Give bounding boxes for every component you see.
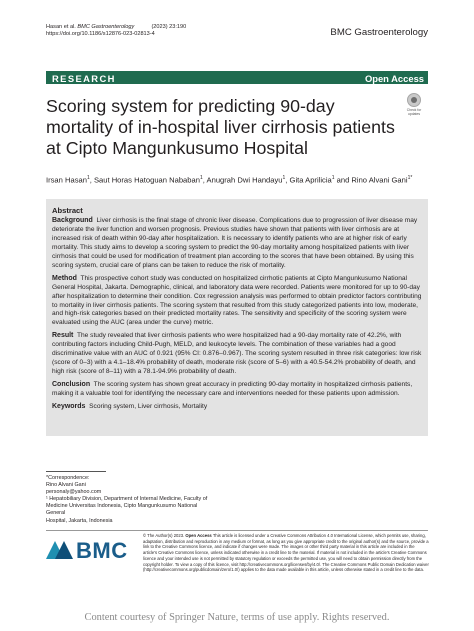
- author-list: Irsan Hasan$^1$, Saut Horas Hatoguan Nababan$^1$, Anugrah Dwi Handayu$^1$, Gita Aprilicia$^1$ and Rino Alvani Gani$^{1*}$: [46, 175, 413, 185]
- author-affiliation-mark: 1: [199, 175, 203, 181]
- author-affiliation-mark: 1: [331, 175, 335, 181]
- citation-block: [46, 24, 186, 39]
- running-journal: BMC Gastroenterology: [77, 24, 135, 30]
- author-name[interactable]: Anugrah Dwi Handayu: [206, 175, 283, 185]
- abstract-box: [46, 199, 428, 436]
- author-name[interactable]: Gita Aprilicia: [289, 175, 332, 185]
- copyright-lead: © The Author(s) 2023.: [143, 533, 185, 538]
- background-text: Liver cirrhosis is the final stage of chronic liver disease. Complications due to progression of liver disease may deteriorate the liver function and worsen prognosis. Previous studies have shown that patients with liver cirrhosis are at increased risk of death within 90-day after hospitalization. It is necessary to identify patients who are at higher risk of early mortality. This study aims to develop a scoring system to predict the 90-day mortality among hospitalized patients with liver cirrhosis that could be used for modification of treatment plan according to the scores that have been obtained. By using this scoring system, crucial care of plans can be taken to reduce the risk of mortality.: [52, 216, 418, 269]
- author-name[interactable]: Saut Horas Hatoguan Nababan: [93, 175, 200, 185]
- correspondence-label: *Correspondence:: [46, 475, 90, 481]
- method-text: This prospective cohort study was conducted on hospitalized cirrhotic patients at Cipto Mangunkusumo National General Hospital, Jakarta. Demographic, clinical, and laboratory data were recorded. Patients were monitored for up to 90-day after hospitalization to determine their condition. Cox regression analysis was performed to obtain predictor factors contributing to mortality in liver cirrhosis patients. The scoring system that resulted from this study categorized patients into low, moderate, and high-risk categories based on their predicted mortality rates. The sensitivity and specificity of the scoring system were evaluated using the AUC (area under the curve) metric.: [52, 274, 422, 327]
- footnote-divider: [46, 471, 106, 472]
- abstract-keywords: [52, 403, 423, 412]
- check-updates-label: Check for updates: [406, 108, 422, 116]
- journal-name: BMC Gastroenterology: [330, 27, 428, 38]
- conclusion-label: Conclusion: [52, 381, 91, 389]
- check-for-updates-badge[interactable]: [401, 92, 427, 118]
- running-header: [46, 24, 428, 44]
- author-affiliation-mark: 1: [86, 175, 90, 181]
- author-name[interactable]: Rino Alvani Gani: [351, 175, 408, 185]
- bmc-logo-mark-icon-2: [55, 541, 73, 559]
- running-authors: Hasan et al.: [46, 24, 76, 30]
- correspondence-name: Rino Alvani Gani: [46, 482, 86, 489]
- author-affiliation-mark: 1*: [407, 175, 413, 181]
- abstract-heading: Abstract: [52, 206, 83, 215]
- license-text: [143, 533, 429, 573]
- affiliation-line: ¹ Hepatobiliary Division, Department of Internal Medicine, Faculty of: [46, 496, 208, 503]
- license-body: This article is licensed under a Creative Commons Attribution 4.0 International License, which permits use, sharing, adaptation, distribution and reproduction in any medium or format, as long as you give appropriate credit to the original author(s) and the source, provide a link to the Creative Commons licence, and indicate if changes were made. The images or other third party material in this article are included in the article's Creative Commons licence, unless indicated otherwise in a credit line to the material. If material is not included in the article's Creative Commons licence and your intended use is not permitted by statutory regulation or exceeds the permitted use, you will need to obtain permission directly from the copyright holder. To view a copy of this licence, visit http://creativecommons.org/licenses/by/4.0/. The Creative Commons Public Domain Dedication waiver (http://creativecommons.org/publicdomain/zero/1.0/) applies to the data made available in this article, unless otherwise stated in a credit line to the data.: [143, 533, 429, 573]
- bmc-logo-text: BMC: [76, 538, 128, 563]
- correspondence-block: [46, 475, 216, 525]
- article-title: Scoring system for predicting 90-day mortality of in-hospital liver cirrhosis patients at Cipto Mangunkusumo Hospital: [46, 96, 395, 158]
- bmc-logo: [46, 537, 136, 563]
- affiliation-line: Medicine Universitas Indonesia, Cipto Mangunkusumo National General: [46, 503, 198, 517]
- conclusion-text: The scoring system has shown great accuracy in predicting 90-day mortality in hospitalized cirrhosis patients, making it a valuable tool for identifying the necessary care and interventions needed for these patients upon admission.: [52, 381, 413, 398]
- abstract-result: [52, 332, 423, 377]
- license-divider: [46, 530, 428, 531]
- abstract-background: [52, 217, 423, 271]
- author-name[interactable]: Irsan Hasan: [46, 175, 87, 185]
- page-footer: Content courtesy of Springer Nature, terms of use apply. Rights reserved.: [84, 612, 390, 623]
- result-text: The study revealed that liver cirrhosis patients who were hospitalized had a 90-day mortality rate of 42.2%, with contributing factors including Child-Pugh, MELD, and leukocyte levels. The combination of these variables had a good discriminative value with an AUC of 0.921 (95% CI: 0.876–0.967). The scoring system resulted in three risk categories: low risk (score of 0–3) with a 4.1–18.4% probability of death, moderate risk (score of 5–6) with a 40.5-54.2% probability of death, and high risk (score of 8–11) with a 78.1-94.9% probability of death.: [52, 332, 422, 376]
- abstract-method: [52, 275, 423, 329]
- keywords-text: Scoring system, Liver cirrhosis, Mortality: [89, 403, 208, 411]
- correspondence-email[interactable]: personaly@yahoo.com: [46, 489, 102, 496]
- affiliation-line: Hospital, Jakarta, Indonesia: [46, 517, 113, 524]
- open-access-label: Open Access: [364, 72, 424, 84]
- running-year-volume: (2023) 23:190: [151, 24, 187, 30]
- article-type-bar: [46, 71, 428, 84]
- result-label: Result: [52, 332, 74, 340]
- background-label: Background: [52, 216, 93, 224]
- abstract-conclusion: [52, 381, 423, 399]
- author-affiliation-mark: 1: [282, 175, 286, 181]
- doi-link[interactable]: https://doi.org/10.1186/s12876-023-02813-4: [46, 31, 155, 38]
- article-type-label: RESEARCH: [52, 72, 116, 84]
- check-updates-icon: [407, 93, 421, 107]
- method-label: Method: [52, 274, 77, 282]
- license-open-access: Open Access: [185, 533, 212, 538]
- keywords-label: Keywords: [52, 403, 86, 411]
